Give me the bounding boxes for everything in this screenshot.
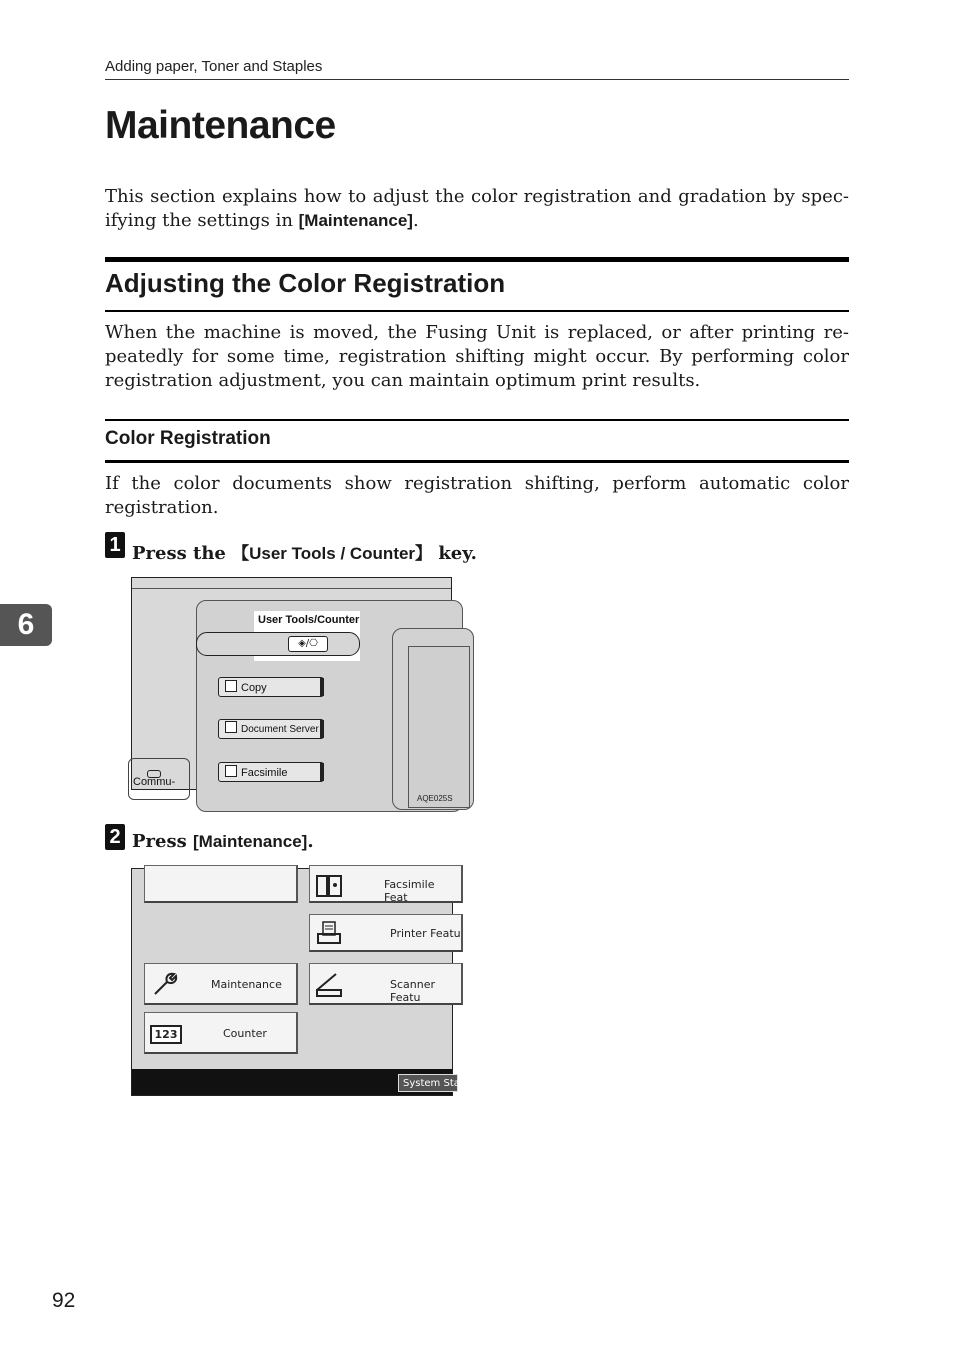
section-heading: Adjusting the Color Registration [105,268,506,298]
step-2-text [132,831,314,852]
printer-features-button[interactable] [309,914,463,952]
facsimile-label: Facsimile [241,767,288,779]
facsimile-features-button[interactable] [309,865,463,903]
copy-indicator [320,678,324,696]
facsimile-indicator [320,763,324,781]
subsection-line-2: registration. [105,497,219,518]
section-line-3: registration adjustment, you can maintain optimum print results. [105,370,701,391]
scanner-features-button[interactable] [309,963,463,1005]
page-number: 92 [52,1289,76,1312]
facsimile-features-icon [314,872,344,900]
section-top-rule [105,257,849,262]
counter-icon: 123 [150,1025,182,1044]
intro-line-2-text: ifying the settings in [105,210,299,231]
subsection-line-1: If the color documents show registration shifting, perform automatic color [105,473,849,494]
section-paragraph [105,321,849,393]
wrench-icon [149,970,179,998]
figure-code: AQE025S [417,794,453,803]
control-panel-figure [131,577,452,790]
running-head: Adding paper, Toner and Staples [105,58,323,75]
user-tools-label: User Tools/Counter [258,614,360,626]
copy-label: Copy [241,682,267,694]
facsimile-icon [225,765,237,777]
section-bottom-rule [105,310,849,312]
printer-features-icon [314,919,344,947]
section-line-2: peatedly for some time, registration shifting might occur. By performing color [105,346,849,367]
subsection-bottom-rule [105,460,849,463]
system-status-button[interactable]: System Statu [398,1074,458,1092]
step-1-text [132,539,477,564]
top-left-partial-button[interactable] [144,865,298,903]
subsection-top-rule [105,419,849,421]
document-server-label: Document Server [241,724,319,735]
step-1-prefix: Press the [132,543,233,564]
document-server-indicator [320,720,324,738]
running-head-rule [105,79,849,80]
copy-button[interactable] [218,677,324,697]
step-2-prefix: Press [132,831,194,852]
display-edge [408,646,470,808]
facsimile-button[interactable] [218,762,324,782]
maintenance-label: Maintenance [211,978,282,991]
intro-line-2-end: . [412,210,419,231]
counter-button[interactable] [144,1012,298,1054]
user-tools-counter-key[interactable] [196,632,360,656]
scanner-features-label: Scanner Featu [390,978,436,1004]
step-1-number-icon: 1 [105,532,125,558]
counter-label: Counter [223,1027,267,1040]
step-1-suffix: key. [432,543,477,564]
communication-label: Commu- [133,776,176,788]
panel-edge [132,588,451,589]
intro-ui-ref: [Maintenance] [298,211,413,230]
document-server-icon [225,721,237,733]
document-server-button[interactable] [218,719,324,739]
subsection-heading: Color Registration [105,428,271,449]
intro-line-1: This section explains how to adjust the color registration and gradation by spec- [105,186,849,207]
copy-icon [225,680,237,692]
user-tools-key-icon: ◈/⎔ [288,636,328,652]
facsimile-features-label: Facsimile Feat [384,878,435,904]
page-title: Maintenance [105,104,336,147]
printer-features-label: Printer Featu [390,927,461,940]
intro-paragraph [105,185,849,233]
step-2-key: [Maintenance] [193,832,308,851]
step-1-key: 【User Tools / Counter】 [232,544,433,563]
scanner-features-icon [314,970,344,998]
subsection-paragraph [105,472,849,520]
section-line-1: When the machine is moved, the Fusing Unit is replaced, or after printing re- [105,322,849,343]
maintenance-button[interactable] [144,963,298,1005]
step-2-number-icon: 2 [105,824,125,850]
chapter-tab: 6 [0,604,52,646]
intro-line-2 [105,209,849,233]
step-2-suffix: . [307,831,314,852]
touch-panel-figure [131,868,471,1096]
